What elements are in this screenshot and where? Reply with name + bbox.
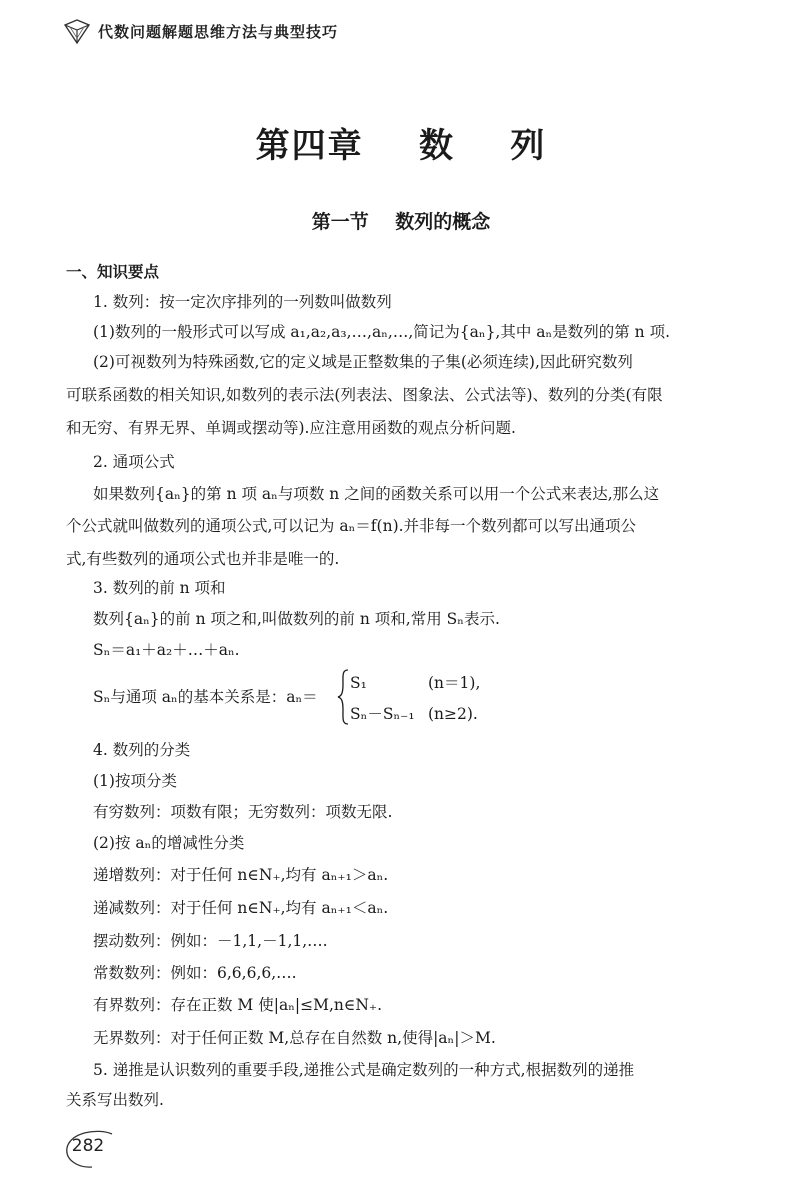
running-header xyxy=(62,14,522,48)
formula-sum: Sₙ＝a₁＋a₂＋…＋aₙ. xyxy=(93,641,240,659)
text-line: 5. 递推是认识数列的重要手段,递推公式是确定数列的一种方式,根据数列的递推 xyxy=(93,1061,635,1079)
case-cond-2: (n≥2). xyxy=(428,705,478,723)
text-line: 递增数列：对于任何 n∈N₊,均有 aₙ₊₁＞aₙ. xyxy=(93,866,389,884)
text-line: 无界数列：对于任何正数 M,总存在自然数 n,使得|aₙ|＞M. xyxy=(93,1029,496,1047)
relation-lead: Sₙ与通项 aₙ的基本关系是：aₙ＝ xyxy=(93,688,318,706)
page-number xyxy=(62,1128,118,1170)
text-line: (2)可视数列为特殊函数,它的定义域是正整数集的子集(必须连续),因此研究数列 xyxy=(93,353,633,371)
case-expr-1: S₁ xyxy=(350,674,367,692)
text-line: 有界数列：存在正数 M 使|aₙ|≤M,n∈N₊. xyxy=(93,996,383,1014)
text-line: (1)数列的一般形式可以写成 a₁,a₂,a₃,…,aₙ,…,简记为{aₙ},其中 aₙ是数列的第 n 项. xyxy=(93,323,670,341)
text-line: 3. 数列的前 n 项和 xyxy=(93,579,226,597)
text-line: 关系写出数列. xyxy=(66,1091,164,1109)
text-line: 有穷数列：项数有限；无穷数列：项数无限. xyxy=(93,803,393,821)
text-line: 和无穷、有界无界、单调或摆动等).应注意用函数的观点分析问题. xyxy=(66,419,516,437)
left-brace-icon xyxy=(336,668,350,726)
text-line: 数列{aₙ}的前 n 项之和,叫做数列的前 n 项和,常用 Sₙ表示. xyxy=(93,610,500,628)
text-line: 摆动数列：例如：－1,1,－1,1,…. xyxy=(93,932,328,950)
heading-knowledge-points: 一、知识要点 xyxy=(66,263,160,281)
text-line: 个公式就叫做数列的通项公式,可以记为 aₙ＝f(n).并非每一个数列都可以写出通项公 xyxy=(66,517,637,535)
case-expr-2: Sₙ－Sₙ₋₁ xyxy=(350,705,415,723)
page-number-text: 282 xyxy=(71,1136,105,1156)
text-line: (2)按 aₙ的增减性分类 xyxy=(93,834,245,852)
header-title: 代数问题解题思维方法与典型技巧 xyxy=(98,22,339,41)
text-line: 1. 数列：按一定次序排列的一列数叫做数列 xyxy=(93,293,392,311)
text-line: 2. 通项公式 xyxy=(93,453,175,471)
text-line: 可联系函数的相关知识,如数列的表示法(列表法、图象法、公式法等)、数列的分类(有限 xyxy=(66,386,663,404)
case-cond-1: (n＝1), xyxy=(428,674,481,692)
text-line: 常数数列：例如：6,6,6,6,…. xyxy=(93,964,297,982)
book-logo-icon xyxy=(62,16,92,46)
text-line: 递减数列：对于任何 n∈N₊,均有 aₙ₊₁＜aₙ. xyxy=(93,899,389,917)
section-title: 第一节 数列的概念 xyxy=(311,211,491,233)
text-line: (1)按项分类 xyxy=(93,772,177,790)
text-line: 式,有些数列的通项公式也并非是唯一的. xyxy=(66,550,340,568)
text-line: 4. 数列的分类 xyxy=(93,741,191,759)
text-line: 如果数列{aₙ}的第 n 项 aₙ与项数 n 之间的函数关系可以用一个公式来表达,那么这 xyxy=(93,485,660,503)
chapter-title: 第四章 数 列 xyxy=(255,126,547,166)
